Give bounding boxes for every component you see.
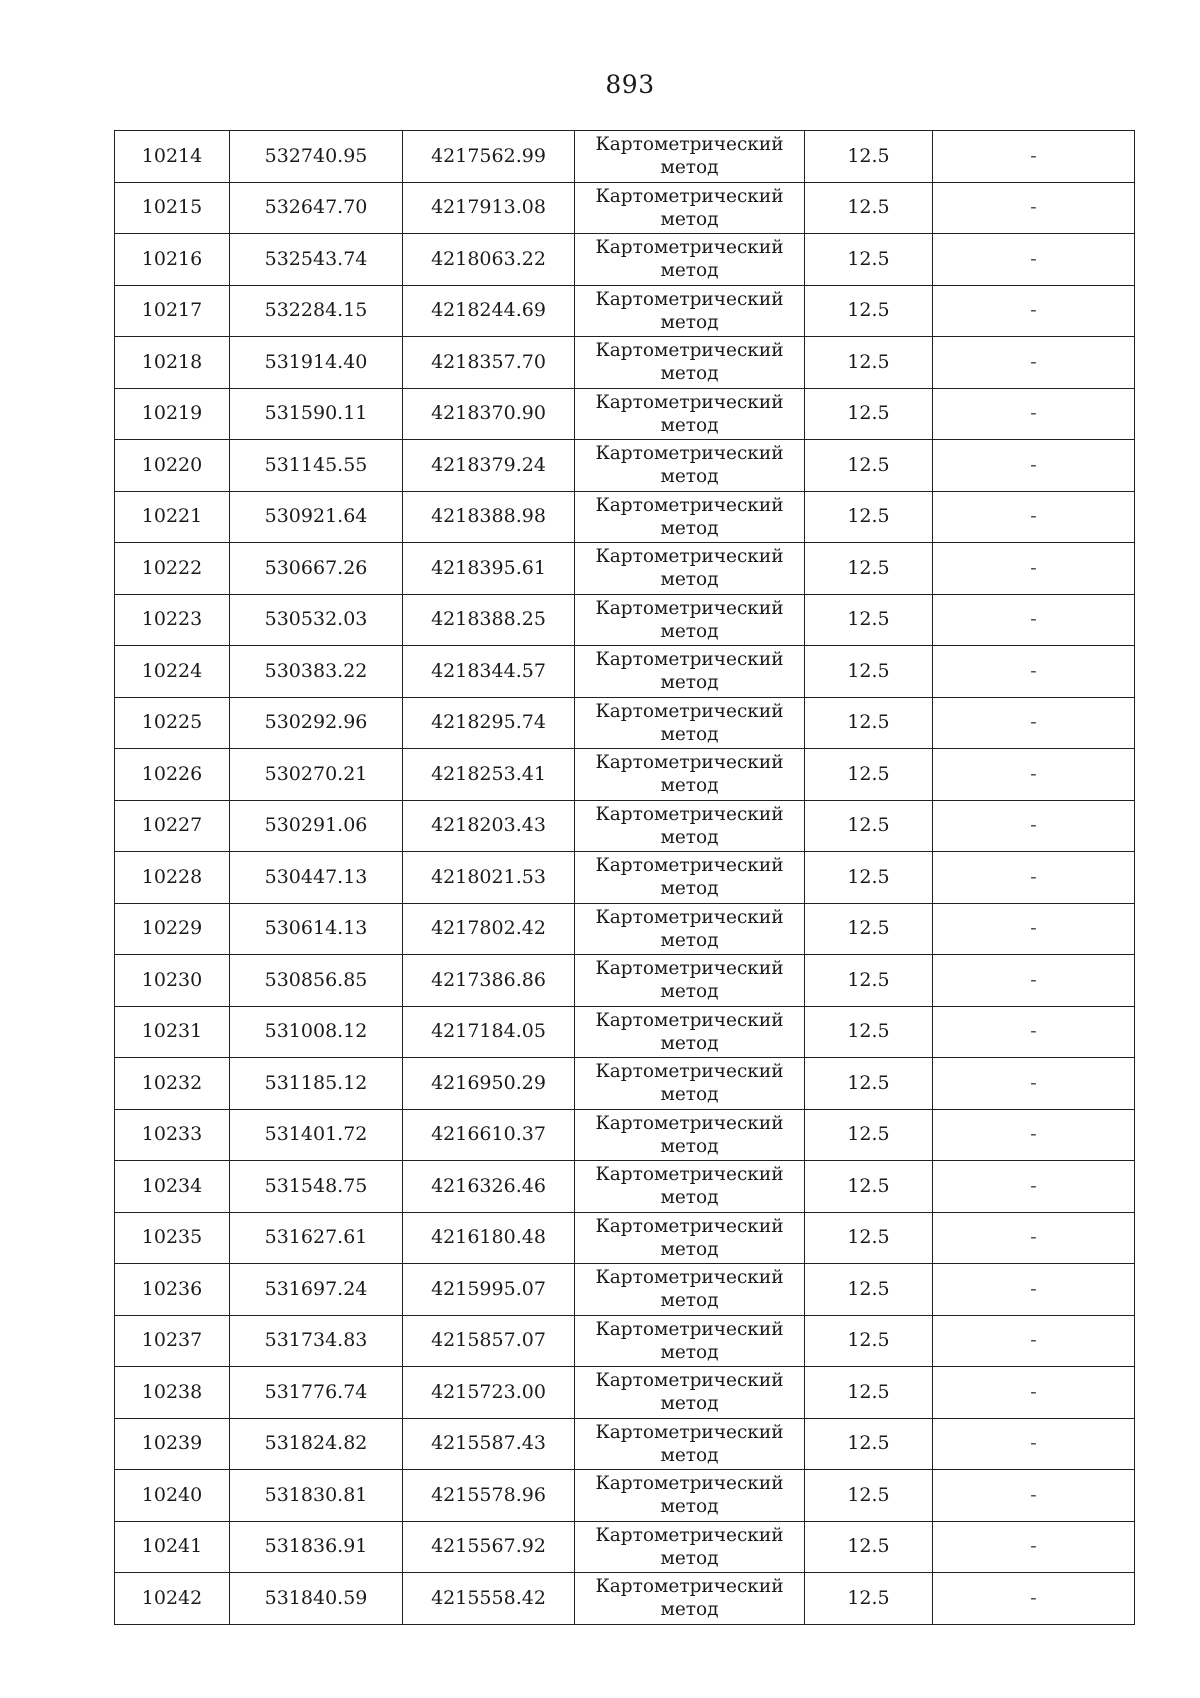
x-coordinate-cell: 530447.13 — [230, 852, 403, 904]
method-cell — [575, 1367, 805, 1419]
y-coordinate-cell: 4215567.92 — [403, 1521, 575, 1573]
description-cell: - — [933, 388, 1135, 440]
description-cell: - — [933, 1006, 1135, 1058]
method-line-2: метод — [660, 1032, 719, 1054]
accuracy-cell: 12.5 — [805, 1573, 933, 1625]
y-coordinate-cell: 4215578.96 — [403, 1470, 575, 1522]
table-row — [115, 543, 1135, 595]
table-row — [115, 1367, 1135, 1419]
method-line-1: Картометрический — [595, 546, 784, 568]
description-cell: - — [933, 440, 1135, 492]
table-row — [115, 749, 1135, 801]
accuracy-cell: 12.5 — [805, 388, 933, 440]
point-number-cell: 10215 — [115, 182, 230, 234]
x-coordinate-cell: 531914.40 — [230, 337, 403, 389]
method-line-2: метод — [660, 981, 719, 1003]
method-line-2: метод — [660, 775, 719, 797]
table-row — [115, 646, 1135, 698]
description-cell: - — [933, 491, 1135, 543]
accuracy-cell: 12.5 — [805, 646, 933, 698]
x-coordinate-cell: 530856.85 — [230, 955, 403, 1007]
point-number-cell: 10220 — [115, 440, 230, 492]
y-coordinate-cell: 4215995.07 — [403, 1264, 575, 1316]
y-coordinate-cell: 4216950.29 — [403, 1058, 575, 1110]
x-coordinate-cell: 531548.75 — [230, 1161, 403, 1213]
x-coordinate-cell: 530667.26 — [230, 543, 403, 595]
method-line-1: Картометрический — [595, 494, 784, 516]
x-coordinate-cell: 531776.74 — [230, 1367, 403, 1419]
x-coordinate-cell: 532647.70 — [230, 182, 403, 234]
y-coordinate-cell: 4218253.41 — [403, 749, 575, 801]
y-coordinate-cell: 4217913.08 — [403, 182, 575, 234]
method-cell — [575, 1418, 805, 1470]
x-coordinate-cell: 531734.83 — [230, 1315, 403, 1367]
table-row — [115, 800, 1135, 852]
y-coordinate-cell: 4216610.37 — [403, 1109, 575, 1161]
method-line-2: метод — [660, 1599, 719, 1621]
method-cell — [575, 1109, 805, 1161]
x-coordinate-cell: 530921.64 — [230, 491, 403, 543]
method-line-1: Картометрический — [595, 1576, 784, 1598]
method-line-2: метод — [660, 414, 719, 436]
table-row — [115, 1573, 1135, 1625]
method-line-2: метод — [660, 311, 719, 333]
method-cell — [575, 131, 805, 183]
method-cell — [575, 337, 805, 389]
x-coordinate-cell: 530291.06 — [230, 800, 403, 852]
description-cell: - — [933, 1521, 1135, 1573]
x-coordinate-cell: 531840.59 — [230, 1573, 403, 1625]
y-coordinate-cell: 4216180.48 — [403, 1212, 575, 1264]
description-cell: - — [933, 852, 1135, 904]
description-cell: - — [933, 285, 1135, 337]
y-coordinate-cell: 4215857.07 — [403, 1315, 575, 1367]
point-number-cell: 10223 — [115, 594, 230, 646]
accuracy-cell: 12.5 — [805, 1109, 933, 1161]
accuracy-cell: 12.5 — [805, 852, 933, 904]
coordinates-table-body — [115, 131, 1135, 1625]
method-line-2: метод — [660, 1393, 719, 1415]
method-line-1: Картометрический — [595, 340, 784, 362]
description-cell: - — [933, 234, 1135, 286]
x-coordinate-cell: 530270.21 — [230, 749, 403, 801]
method-line-2: метод — [660, 157, 719, 179]
description-cell: - — [933, 1212, 1135, 1264]
method-line-2: метод — [660, 929, 719, 951]
accuracy-cell: 12.5 — [805, 1006, 933, 1058]
description-cell: - — [933, 1161, 1135, 1213]
x-coordinate-cell: 530383.22 — [230, 646, 403, 698]
method-line-2: метод — [660, 260, 719, 282]
method-cell — [575, 646, 805, 698]
point-number-cell: 10228 — [115, 852, 230, 904]
accuracy-cell: 12.5 — [805, 234, 933, 286]
method-line-1: Картометрический — [595, 700, 784, 722]
accuracy-cell: 12.5 — [805, 955, 933, 1007]
point-number-cell: 10230 — [115, 955, 230, 1007]
description-cell: - — [933, 646, 1135, 698]
accuracy-cell: 12.5 — [805, 903, 933, 955]
accuracy-cell: 12.5 — [805, 131, 933, 183]
accuracy-cell: 12.5 — [805, 697, 933, 749]
point-number-cell: 10235 — [115, 1212, 230, 1264]
description-cell: - — [933, 337, 1135, 389]
x-coordinate-cell: 531836.91 — [230, 1521, 403, 1573]
method-line-1: Картометрический — [595, 1421, 784, 1443]
method-line-2: метод — [660, 1238, 719, 1260]
method-line-2: метод — [660, 878, 719, 900]
x-coordinate-cell: 531590.11 — [230, 388, 403, 440]
method-line-1: Картометрический — [595, 1473, 784, 1495]
description-cell: - — [933, 1315, 1135, 1367]
method-cell — [575, 1161, 805, 1213]
point-number-cell: 10222 — [115, 543, 230, 595]
x-coordinate-cell: 531627.61 — [230, 1212, 403, 1264]
coordinates-table — [114, 130, 1135, 1625]
accuracy-cell: 12.5 — [805, 1367, 933, 1419]
page-number: 893 — [605, 70, 655, 99]
accuracy-cell: 12.5 — [805, 800, 933, 852]
y-coordinate-cell: 4217184.05 — [403, 1006, 575, 1058]
point-number-cell: 10216 — [115, 234, 230, 286]
table-row — [115, 1470, 1135, 1522]
method-cell — [575, 285, 805, 337]
point-number-cell: 10241 — [115, 1521, 230, 1573]
accuracy-cell: 12.5 — [805, 1264, 933, 1316]
method-line-2: метод — [660, 1290, 719, 1312]
accuracy-cell: 12.5 — [805, 1470, 933, 1522]
method-cell — [575, 1058, 805, 1110]
description-cell: - — [933, 1367, 1135, 1419]
method-line-1: Картометрический — [595, 237, 784, 259]
method-line-1: Картометрический — [595, 1061, 784, 1083]
method-line-1: Картометрический — [595, 906, 784, 928]
method-cell — [575, 1264, 805, 1316]
table-row — [115, 1006, 1135, 1058]
table-row — [115, 337, 1135, 389]
accuracy-cell: 12.5 — [805, 594, 933, 646]
point-number-cell: 10232 — [115, 1058, 230, 1110]
point-number-cell: 10233 — [115, 1109, 230, 1161]
method-line-2: метод — [660, 723, 719, 745]
description-cell: - — [933, 1418, 1135, 1470]
point-number-cell: 10224 — [115, 646, 230, 698]
method-line-1: Картометрический — [595, 1524, 784, 1546]
method-line-1: Картометрический — [595, 649, 784, 671]
point-number-cell: 10242 — [115, 1573, 230, 1625]
method-line-2: метод — [660, 1187, 719, 1209]
x-coordinate-cell: 531830.81 — [230, 1470, 403, 1522]
method-line-2: метод — [660, 208, 719, 230]
point-number-cell: 10219 — [115, 388, 230, 440]
method-cell — [575, 852, 805, 904]
method-line-1: Картометрический — [595, 134, 784, 156]
table-row — [115, 388, 1135, 440]
table-row — [115, 852, 1135, 904]
y-coordinate-cell: 4215558.42 — [403, 1573, 575, 1625]
table-row — [115, 440, 1135, 492]
point-number-cell: 10214 — [115, 131, 230, 183]
table-row — [115, 1058, 1135, 1110]
method-cell — [575, 955, 805, 1007]
table-row — [115, 491, 1135, 543]
method-line-2: метод — [660, 826, 719, 848]
x-coordinate-cell: 532740.95 — [230, 131, 403, 183]
table-row — [115, 1212, 1135, 1264]
y-coordinate-cell: 4218244.69 — [403, 285, 575, 337]
method-cell — [575, 749, 805, 801]
method-line-1: Картометрический — [595, 391, 784, 413]
y-coordinate-cell: 4218388.98 — [403, 491, 575, 543]
accuracy-cell: 12.5 — [805, 749, 933, 801]
x-coordinate-cell: 531697.24 — [230, 1264, 403, 1316]
method-line-2: метод — [660, 1084, 719, 1106]
method-cell — [575, 594, 805, 646]
description-cell: - — [933, 1058, 1135, 1110]
table-row — [115, 955, 1135, 1007]
accuracy-cell: 12.5 — [805, 285, 933, 337]
point-number-cell: 10234 — [115, 1161, 230, 1213]
method-cell — [575, 1573, 805, 1625]
method-cell — [575, 697, 805, 749]
point-number-cell: 10238 — [115, 1367, 230, 1419]
method-line-1: Картометрический — [595, 1318, 784, 1340]
y-coordinate-cell: 4218021.53 — [403, 852, 575, 904]
y-coordinate-cell: 4218357.70 — [403, 337, 575, 389]
description-cell: - — [933, 594, 1135, 646]
description-cell: - — [933, 1470, 1135, 1522]
y-coordinate-cell: 4218063.22 — [403, 234, 575, 286]
method-cell — [575, 234, 805, 286]
method-line-2: метод — [660, 1496, 719, 1518]
x-coordinate-cell: 530292.96 — [230, 697, 403, 749]
method-cell — [575, 1521, 805, 1573]
x-coordinate-cell: 531185.12 — [230, 1058, 403, 1110]
point-number-cell: 10240 — [115, 1470, 230, 1522]
x-coordinate-cell: 531401.72 — [230, 1109, 403, 1161]
table-row — [115, 1161, 1135, 1213]
point-number-cell: 10218 — [115, 337, 230, 389]
table-row — [115, 1264, 1135, 1316]
method-cell — [575, 543, 805, 595]
method-line-2: метод — [660, 1135, 719, 1157]
y-coordinate-cell: 4218295.74 — [403, 697, 575, 749]
x-coordinate-cell: 530532.03 — [230, 594, 403, 646]
table-row — [115, 182, 1135, 234]
method-line-1: Картометрический — [595, 803, 784, 825]
method-cell — [575, 903, 805, 955]
method-line-1: Картометрический — [595, 597, 784, 619]
method-line-2: метод — [660, 466, 719, 488]
accuracy-cell: 12.5 — [805, 440, 933, 492]
accuracy-cell: 12.5 — [805, 543, 933, 595]
point-number-cell: 10237 — [115, 1315, 230, 1367]
method-cell — [575, 1006, 805, 1058]
method-cell — [575, 440, 805, 492]
point-number-cell: 10221 — [115, 491, 230, 543]
method-cell — [575, 800, 805, 852]
description-cell: - — [933, 543, 1135, 595]
description-cell: - — [933, 1264, 1135, 1316]
method-line-1: Картометрический — [595, 185, 784, 207]
description-cell: - — [933, 1109, 1135, 1161]
method-line-2: метод — [660, 569, 719, 591]
method-line-2: метод — [660, 363, 719, 385]
accuracy-cell: 12.5 — [805, 182, 933, 234]
description-cell: - — [933, 749, 1135, 801]
x-coordinate-cell: 532543.74 — [230, 234, 403, 286]
description-cell: - — [933, 800, 1135, 852]
table-row — [115, 903, 1135, 955]
point-number-cell: 10226 — [115, 749, 230, 801]
accuracy-cell: 12.5 — [805, 491, 933, 543]
accuracy-cell: 12.5 — [805, 337, 933, 389]
table-row — [115, 234, 1135, 286]
method-line-1: Картометрический — [595, 855, 784, 877]
method-cell — [575, 1315, 805, 1367]
table-row — [115, 697, 1135, 749]
table-row — [115, 1109, 1135, 1161]
table-row — [115, 594, 1135, 646]
y-coordinate-cell: 4217802.42 — [403, 903, 575, 955]
point-number-cell: 10239 — [115, 1418, 230, 1470]
accuracy-cell: 12.5 — [805, 1058, 933, 1110]
table-row — [115, 1521, 1135, 1573]
x-coordinate-cell: 530614.13 — [230, 903, 403, 955]
method-line-2: метод — [660, 672, 719, 694]
accuracy-cell: 12.5 — [805, 1521, 933, 1573]
method-line-1: Картометрический — [595, 288, 784, 310]
description-cell: - — [933, 903, 1135, 955]
method-line-2: метод — [660, 1444, 719, 1466]
y-coordinate-cell: 4215723.00 — [403, 1367, 575, 1419]
accuracy-cell: 12.5 — [805, 1315, 933, 1367]
method-line-1: Картометрический — [595, 443, 784, 465]
accuracy-cell: 12.5 — [805, 1161, 933, 1213]
method-line-1: Картометрический — [595, 1215, 784, 1237]
y-coordinate-cell: 4218370.90 — [403, 388, 575, 440]
y-coordinate-cell: 4218203.43 — [403, 800, 575, 852]
description-cell: - — [933, 1573, 1135, 1625]
method-line-2: метод — [660, 517, 719, 539]
description-cell: - — [933, 182, 1135, 234]
point-number-cell: 10229 — [115, 903, 230, 955]
method-cell — [575, 1212, 805, 1264]
method-line-1: Картометрический — [595, 958, 784, 980]
method-line-2: метод — [660, 620, 719, 642]
y-coordinate-cell: 4217386.86 — [403, 955, 575, 1007]
y-coordinate-cell: 4218344.57 — [403, 646, 575, 698]
table-row — [115, 131, 1135, 183]
accuracy-cell: 12.5 — [805, 1212, 933, 1264]
method-line-1: Картометрический — [595, 1370, 784, 1392]
point-number-cell: 10225 — [115, 697, 230, 749]
description-cell: - — [933, 697, 1135, 749]
point-number-cell: 10227 — [115, 800, 230, 852]
y-coordinate-cell: 4215587.43 — [403, 1418, 575, 1470]
x-coordinate-cell: 531008.12 — [230, 1006, 403, 1058]
x-coordinate-cell: 532284.15 — [230, 285, 403, 337]
table-row — [115, 1418, 1135, 1470]
y-coordinate-cell: 4216326.46 — [403, 1161, 575, 1213]
method-cell — [575, 182, 805, 234]
point-number-cell: 10231 — [115, 1006, 230, 1058]
description-cell: - — [933, 955, 1135, 1007]
method-cell — [575, 1470, 805, 1522]
description-cell: - — [933, 131, 1135, 183]
method-line-1: Картометрический — [595, 1009, 784, 1031]
method-cell — [575, 491, 805, 543]
table-row — [115, 1315, 1135, 1367]
method-cell — [575, 388, 805, 440]
x-coordinate-cell: 531824.82 — [230, 1418, 403, 1470]
method-line-2: метод — [660, 1341, 719, 1363]
method-line-1: Картометрический — [595, 752, 784, 774]
point-number-cell: 10236 — [115, 1264, 230, 1316]
method-line-1: Картометрический — [595, 1164, 784, 1186]
y-coordinate-cell: 4218379.24 — [403, 440, 575, 492]
point-number-cell: 10217 — [115, 285, 230, 337]
x-coordinate-cell: 531145.55 — [230, 440, 403, 492]
table-row — [115, 285, 1135, 337]
method-line-1: Картометрический — [595, 1267, 784, 1289]
method-line-2: метод — [660, 1547, 719, 1569]
y-coordinate-cell: 4218395.61 — [403, 543, 575, 595]
y-coordinate-cell: 4218388.25 — [403, 594, 575, 646]
accuracy-cell: 12.5 — [805, 1418, 933, 1470]
method-line-1: Картометрический — [595, 1112, 784, 1134]
y-coordinate-cell: 4217562.99 — [403, 131, 575, 183]
